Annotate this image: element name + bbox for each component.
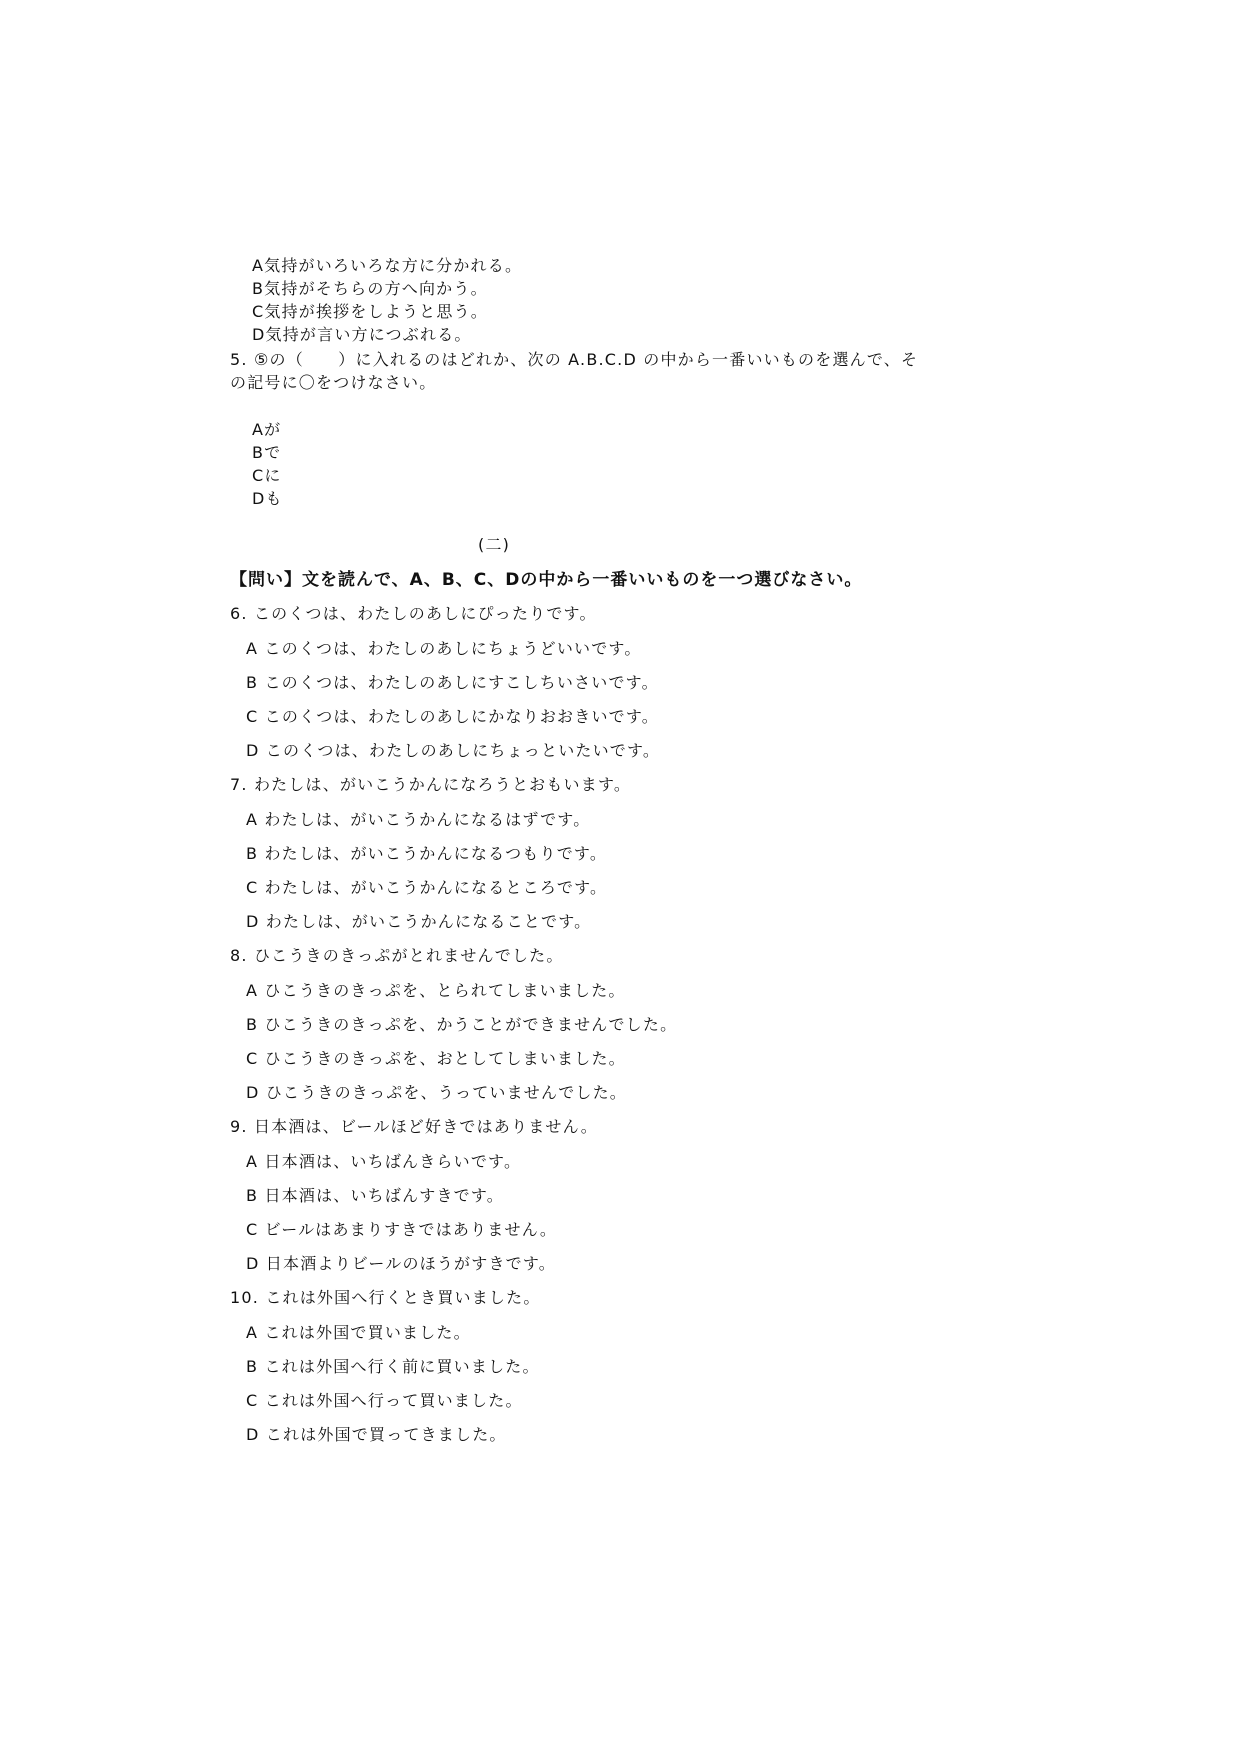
question-7-option-c: C わたしは、がいこうかんになるところです。 [246,878,608,897]
question-8-option-b: B ひこうきのきっぷを、かうことができませんでした。 [246,1015,678,1034]
question-7-prompt: 7. わたしは、がいこうかんになろうとおもいます。 [230,775,632,794]
question-10-option-b: B これは外国へ行く前に買いました。 [246,1357,540,1376]
question-8-option-c: C ひこうきのきっぷを、おとしてしまいました。 [246,1049,626,1068]
question-6-option-c: C このくつは、わたしのあしにかなりおおきいです。 [246,707,659,726]
question-5-option-c: Cに [252,466,282,485]
question-10-prompt: 10. これは外国へ行くとき買いました。 [230,1288,541,1307]
section-title: (二) [478,535,511,554]
question-9-option-c: C ビールはあまりすきではありません。 [246,1220,558,1239]
prev-option-c: C気持が挨拶をしようと思う。 [252,302,488,321]
question-5-line1: 5. ⑤の（ ）に入れるのはどれか、次の A.B.C.D の中から一番いいものを選んで、そ [230,350,919,369]
prev-option-d: D気持が言い方につぶれる。 [252,325,472,344]
question-5-option-b: Bで [252,443,282,462]
question-9-prompt: 9. 日本酒は、ビールほど好きではありません。 [230,1117,598,1136]
question-5-option-d: Dも [252,489,283,508]
instruction: 【問い】文を読んで、A、B、C、Dの中から一番いいものを一つ選びなさい。 [230,570,863,590]
question-8-option-a: A ひこうきのきっぷを、とられてしまいました。 [246,981,626,1000]
question-5-option-a: Aが [252,420,282,439]
question-7-option-a: A わたしは、がいこうかんになるはずです。 [246,810,591,829]
question-9-option-b: B 日本酒は、いちばんすきです。 [246,1186,504,1205]
question-10-option-a: A これは外国で買いました。 [246,1323,471,1342]
question-7-option-d: D わたしは、がいこうかんになることです。 [246,912,592,931]
question-5-line2: の記号に〇をつけなさい。 [230,373,437,392]
prev-option-a: A気持がいろいろな方に分かれる。 [252,256,523,275]
question-8-prompt: 8. ひこうきのきっぷがとれませんでした。 [230,946,564,965]
question-10-option-d: D これは外国で買ってきました。 [246,1425,507,1444]
question-8-option-d: D ひこうきのきっぷを、うっていませんでした。 [246,1083,628,1102]
question-6-option-a: A このくつは、わたしのあしにちょうどいいです。 [246,639,642,658]
prev-option-b: B気持がそちらの方へ向かう。 [252,279,488,298]
question-6-option-d: D このくつは、わたしのあしにちょっといたいです。 [246,741,661,760]
question-9-option-d: D 日本酒よりビールのほうがすきです。 [246,1254,556,1273]
question-6-option-b: B このくつは、わたしのあしにすこしちいさいです。 [246,673,659,692]
question-7-option-b: B わたしは、がいこうかんになるつもりです。 [246,844,608,863]
question-9-option-a: A 日本酒は、いちばんきらいです。 [246,1152,522,1171]
question-6-prompt: 6. このくつは、わたしのあしにぴったりです。 [230,604,597,623]
question-10-option-c: C これは外国へ行って買いました。 [246,1391,523,1410]
